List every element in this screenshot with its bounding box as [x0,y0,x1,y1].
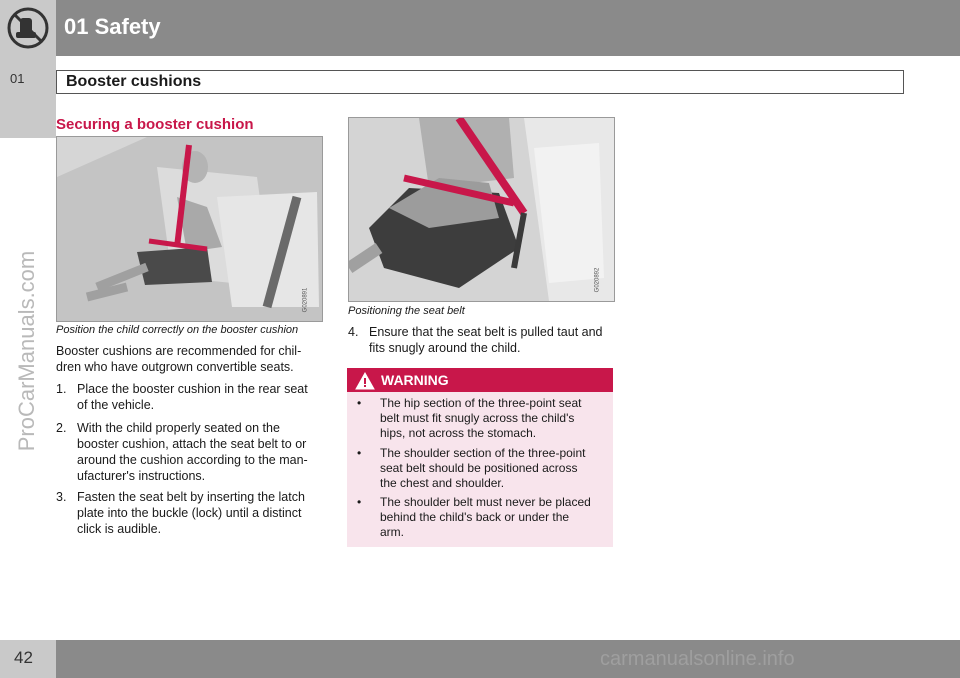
intro-paragraph: Booster cushions are recommended for chil- dren who have outgrown convertible seats. [56,344,302,374]
watermark [14,226,40,476]
figure-code: G020892 [594,267,601,293]
warning-box: WARNING • The hip section of the three-point seat belt must fit snugly across the child's hips, not across the stomach. • The shoulder section of the three-point seat belt should be positioned across the chest and shoulder. • The shoulder belt must never be placed behind the child's back or under the arm. [347,368,613,547]
booster-illustration [57,137,322,321]
chapter-title: 01 Safety [64,14,161,39]
warning-title: WARNING [381,372,449,388]
chapter-number: 01 [10,71,25,86]
page-number: 42 [14,648,33,667]
section-title: Booster cushions [66,73,202,90]
footer-bar [0,640,960,678]
page-heading: Securing a booster cushion [56,116,254,133]
chapter-tab [0,56,56,138]
figure-code: G020891 [302,287,309,313]
watermark-text: ProCarManuals.com [14,250,39,452]
figure-caption: Position the child correctly on the booster cushion [56,324,299,336]
chapter-icon-box [0,0,56,56]
seat-belt-illustration [349,118,614,301]
figure-caption: Positioning the seat belt [348,305,465,317]
figure-seat-belt [348,117,615,302]
section-title-box [56,70,904,94]
warning-triangle-icon [355,372,375,390]
figure-child-on-booster [56,136,323,322]
no-child-seat-airbag-icon [6,6,50,50]
warning-header [347,368,613,392]
footer-site: carmanualsonline.info [600,648,795,670]
